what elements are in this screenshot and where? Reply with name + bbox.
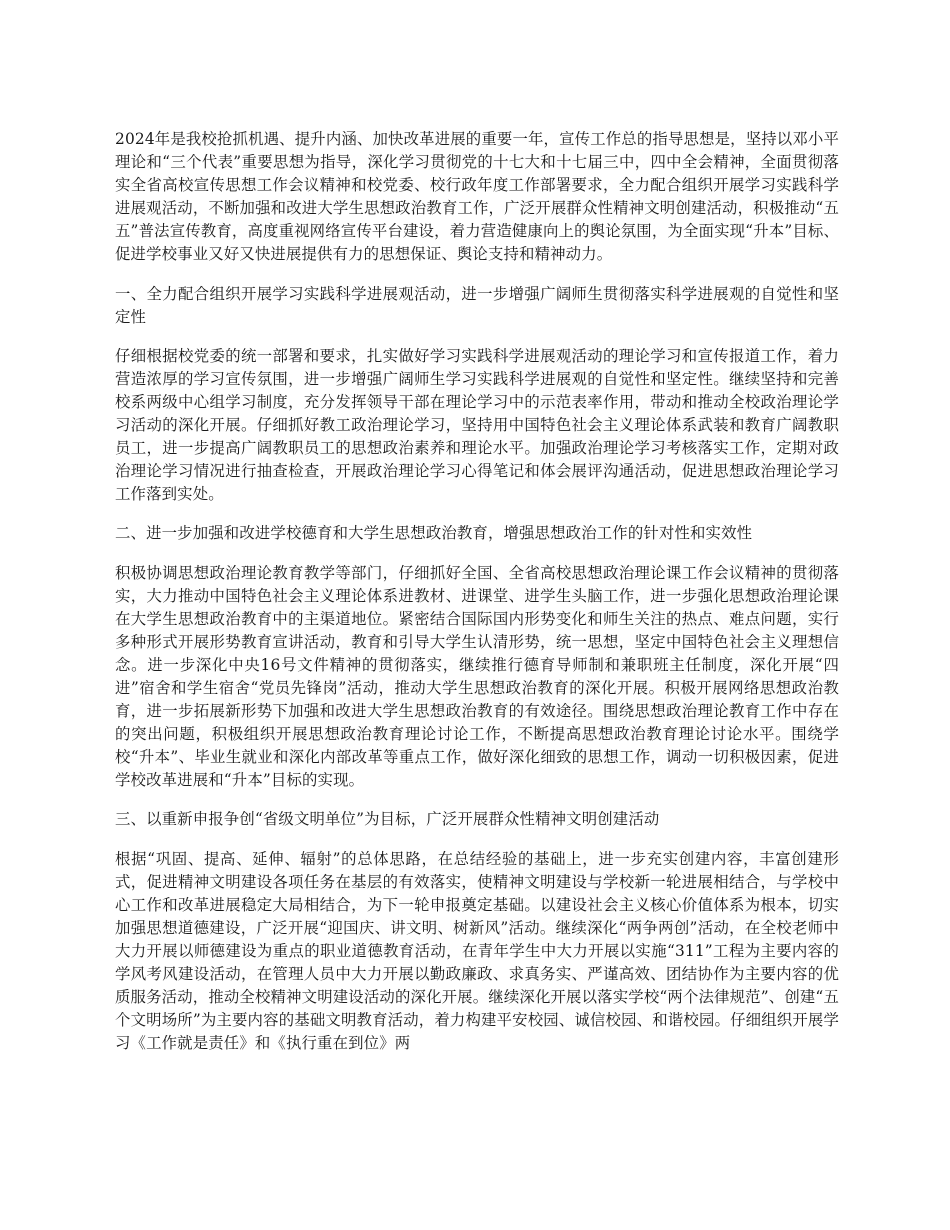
section-heading-1: 一、全力配合组织开展学习实践科学进展观活动，进一步增强广阔师生贯彻落实科学进展观的自觉性和坚定性 — [115, 284, 839, 326]
section-heading-2: 二、进一步加强和改进学校德育和大学生思想政治教育，增强思想政治工作的针对性和实效性 — [115, 524, 753, 543]
intro-paragraph: 2024年是我校抢抓机遇、提升内涵、加快改革进展的重要一年，宣传工作总的指导思想是，坚持以邓小平理论和“三个代表”重要思想为指导，深化学习贯彻党的十七大和十七届三中，四中全会精神，全面贯彻落实全省高校宣传思想工作会议精神和校党委、校行政年度工作部署要求，全力配合组织开展学习实践科学进展观活动，不断加强和改进大学生思想政治教育工作，广泛开展群众性精神文明创建活动，积极推动“五五”普法宣传教育，高度重视网络宣传平台建设，着力营造健康向上的舆论氛围，为全面实现“升本”目标、促进学校事业又好又快进展提供有力的思想保证、舆论支持和精神动力。 — [115, 130, 839, 264]
section-body-2: 积极协调思想政治理论教育教学等部门，仔细抓好全国、全省高校思想政治理论课工作会议精神的贯彻落实，大力推动中国特色社会主义理论体系进教材、进课堂、进学生头脑工作，进一步强化思想政治理论课在大学生思想政治教育中的主渠道地位。紧密结合国际国内形势变化和师生关注的热点、难点问题，实行多种形式开展形势教育宣讲活动，教育和引导大学生认清形势，统一思想，坚定中国特色社会主义理想信念。进一步深化中央16号文件精神的贯彻落实，继续推行德育导师制和兼职班主任制度，深化开展“四进”宿舍和学生宿舍“党员先锋岗”活动，推动大学生思想政治教育的深化开展。积极开展网络思想政治教育，进一步拓展新形势下加强和改进大学生思想政治教育的有效途径。围绕思想政治理论教育工作中存在的突出问题，积极组织开展思想政治教育理论讨论工作，不断提高思想政治教育理论讨论水平。围绕学校“升本”、毕业生就业和深化内部改革等重点工作，做好深化细致的思想工作，调动一切积极因素，促进学校改革进展和“升本”目标的实现。 — [115, 563, 839, 790]
section-body-1: 仔细根据校党委的统一部署和要求，扎实做好学习实践科学进展观活动的理论学习和宣传报道工作，着力营造浓厚的学习宣传氛围，进一步增强广阔师生学习实践科学进展观的自觉性和坚定性。继续坚持和完善校系两级中心组学习制度，充分发挥领导干部在理论学习中的示范表率作用，带动和推动全校政治理论学习活动的深化开展。仔细抓好教工政治理论学习，坚持用中国特色社会主义理论体系武装和教育广阔教职员工，进一步提高广阔教职员工的思想政治素养和理论水平。加强政治理论学习考核落实工作，定期对政治理论学习情况进行抽查检查，开展政治理论学习心得笔记和体会展评沟通活动，促进思想政治理论学习工作落到实处。 — [115, 346, 839, 504]
section-body-3: 根据“巩固、提高、延伸、辐射”的总体思路，在总结经验的基础上，进一步充实创建内容，丰富创建形式，促进精神文明建设各项任务在基层的有效落实，使精神文明建设与学校新一轮进展相结合，与学校中心工作和改革进展稳定大局相结合，为下一轮申报奠定基础。以建设社会主义核心价值体系为根本，切实加强思想道德建设，广泛开展“迎国庆、讲文明、树新风”活动。继续深化“两争两创”活动，在全校老师中大力开展以师德建设为重点的职业道德教育活动，在青年学生中大力开展以实施“311”工程为主要内容的学风考风建设活动，在管理人员中大力开展以勤政廉政、求真务实、严谨高效、团结协作为主要内容的优质服务活动，推动全校精神文明建设活动的深化开展。继续深化开展以落实学校“两个法律规范”、创建“五个文明场所”为主要内容的基础文明教育活动，着力构建平安校园、诚信校园、和谐校园。仔细组织开展学习《工作就是责任》和《执行重在到位》两 — [115, 849, 839, 1053]
section-heading-3: 三、以重新申报争创“省级文明单位”为目标，广泛开展群众性精神文明创建活动 — [115, 810, 660, 829]
document-page — [115, 128, 839, 1071]
